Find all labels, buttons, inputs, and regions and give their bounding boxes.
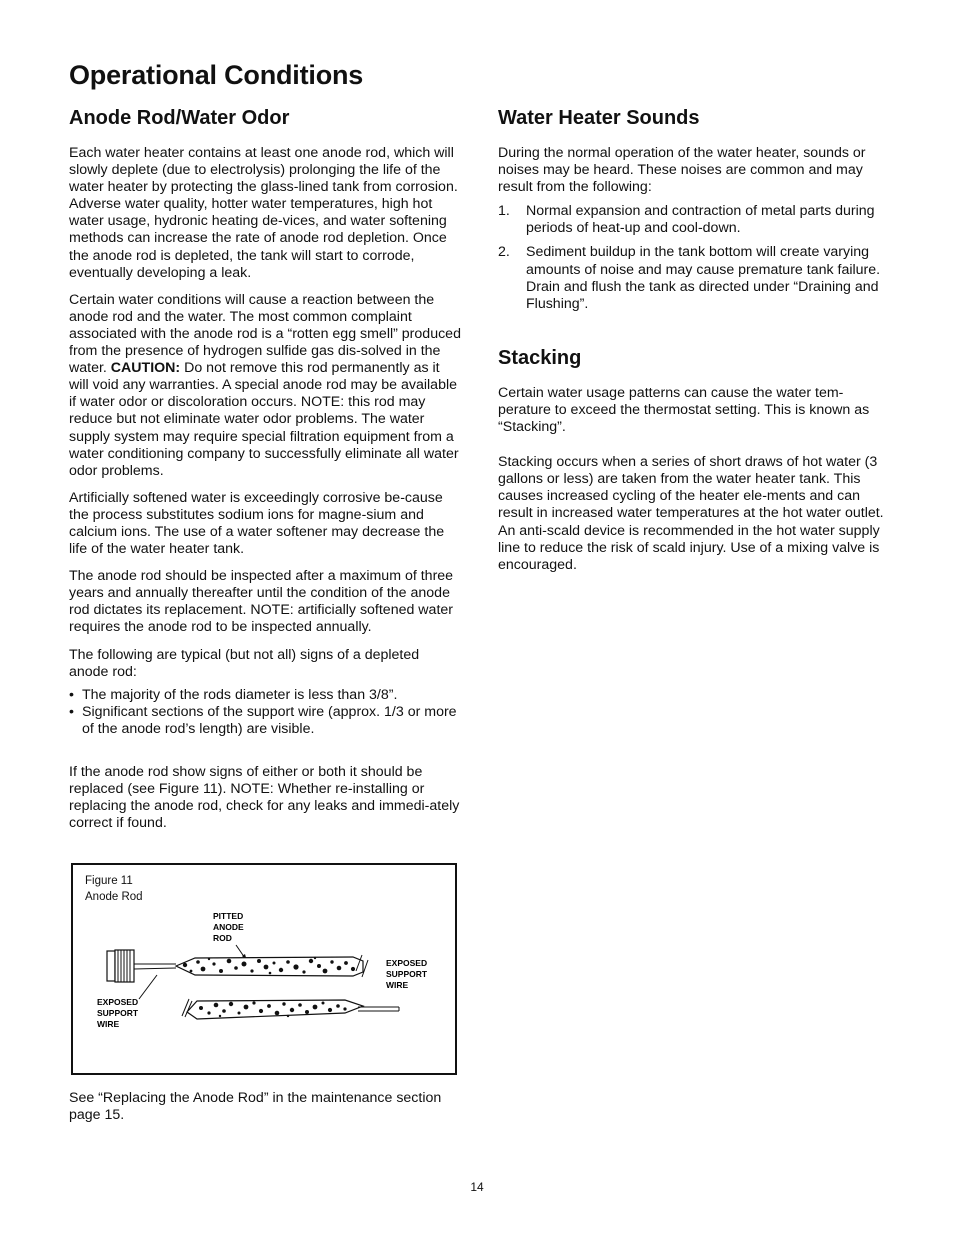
list-item-text: Sediment buildup in the tank bottom will create varying amounts of noise and may cause premature tank failure. Drain and flush the tank as directed under “Draining and Flushing”.	[526, 244, 881, 312]
label-exposed-left-line-1: EXPOSED	[97, 997, 139, 1007]
label-exposed-right-line-2: SUPPORT	[386, 969, 428, 979]
caution-label: CAUTION:	[110, 360, 181, 377]
stacking-paragraph-1: Certain water usage patterns can cause the water tem-perature to exceed the thermostat setting. This is known as “Stacking”.	[498, 384, 870, 436]
anode-rod-illustration	[73, 865, 455, 1073]
anode-paragraph-3: Artificially softened water is exceedingly corrosive be-cause the process substitutes sodium ions for magne-sium and calcium ions. The use of a water softener may decrease the life of the water heater tank.	[69, 489, 445, 558]
page-number: 14	[470, 1180, 484, 1194]
pitted-rod-lower	[187, 1000, 363, 1019]
list-item: • Significant sections of the support wire (approx. 1/3 or more of the anode rod’s length) are visible.	[69, 704, 461, 738]
label-exposed-left-line-3: WIRE	[97, 1019, 120, 1029]
anode-heading: Anode Rod/Water Odor	[69, 107, 290, 129]
label-exposed-left-line-2: SUPPORT	[97, 1008, 139, 1018]
sounds-intro: During the normal operation of the water heater, sounds or noises may be heard. These noises are common and may result from the following:	[498, 145, 866, 196]
figure-number: Figure 11	[85, 875, 133, 887]
label-pitted-line-1: PITTED	[213, 911, 244, 921]
section-gap	[498, 320, 888, 344]
anode-paragraph-5: The following are typical (but not all) signs of a depleted anode rod:	[69, 646, 420, 680]
threaded-plug	[107, 950, 134, 982]
left-column	[69, 104, 461, 842]
anode-paragraph-6: If the anode rod show signs of either or both it should be replaced (see Figure 11). NOTE: Whether re-installing or replacing the anode rod, check for any leaks and immedi-ately correct if found.	[69, 764, 460, 832]
list-item-number: 2.	[498, 244, 510, 261]
list-item-text: Normal expansion and contraction of metal parts during periods of heat-up and cool-down.	[526, 203, 875, 237]
anode-paragraph-2-end: Do not remove this rod permanently as it will void any warranties. A special anode rod may be available if water odor or discoloration occurs. NOTE: this rod may reduce but not eliminate water odor problems. The water supply system may require special filtration equipment from a water conditioning company to successfully eliminate all water odor problems.	[69, 360, 459, 479]
sounds-list	[498, 203, 888, 313]
see-also-note: See “Replacing the Anode Rod” in the maintenance section page 15.	[69, 1090, 442, 1124]
figure-title: Anode Rod	[85, 891, 143, 903]
figure-anode-rod	[71, 863, 457, 1075]
anode-paragraph-1: Each water heater contains at least one anode rod, which will slowly deplete (due to electrolysis) prolonging the life of the water heater by protecting the glass-lined tank from corrosion. Adverse water quality, hotter water temperatures, high hot water usage, hydronic heating de-vices, and water softening methods can increase the rate of anode rod depletion. Once the anode rod is depleted, the tank will start to corrode, eventually developing a leak.	[69, 145, 458, 281]
list-item-number: 1.	[498, 203, 510, 220]
right-column	[498, 104, 888, 584]
anode-paragraph-4: The anode rod should be inspected after a maximum of three years and annually thereafter until the condition of the anode rod dictates its replacement. NOTE: artificially softened water requires the anode rod to be inspected annually.	[69, 568, 454, 636]
support-wire-upper-left-2	[134, 968, 176, 969]
list-item	[498, 244, 888, 312]
stacking-paragraph-2: Stacking occurs when a series of short draws of hot water (3 gallons or less) are taken from the water heater tank. This causes increased cycling of the heater ele-ments and can result in increased water temperatures at the hot water outlet. An anti-scald device is recommended in the hot water supply line to reduce the risk of scald injury. Use of a mixing valve is encouraged.	[498, 454, 884, 573]
label-exposed-right-line-3: WIRE	[386, 980, 409, 990]
exposed-left-leader-line	[139, 975, 157, 999]
stacking-heading: Stacking	[498, 346, 582, 369]
anode-paragraph-2	[69, 292, 461, 480]
list-item: • The majority of the rods diameter is less than 3/8”.	[69, 687, 461, 704]
list-item	[498, 203, 888, 237]
label-exposed-right-line-1: EXPOSED	[386, 958, 428, 968]
label-pitted-line-3: ROD	[213, 933, 232, 943]
label-pitted-line-2: ANODE	[213, 922, 244, 932]
depletion-signs-list	[69, 687, 461, 738]
anode-paragraph-2-start: Certain water conditions will cause a reaction between the anode rod and the water. The most common complaint associated with the anode rod is a “rotten egg smell” produced from the presence of hydrogen sulfide gas dis-solved in the water.	[69, 291, 461, 377]
page-title: Operational Conditions	[69, 60, 364, 90]
lower-rod-wire-cut-1	[182, 999, 189, 1016]
sounds-heading: Water Heater Sounds	[498, 107, 700, 129]
